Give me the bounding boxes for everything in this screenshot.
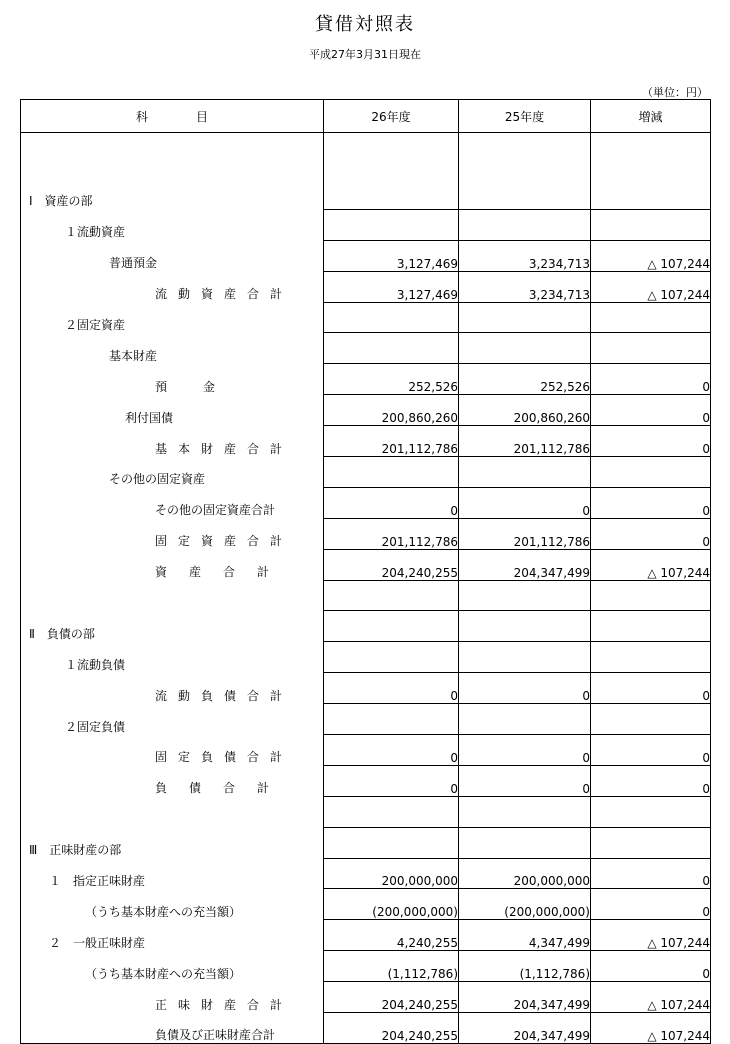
fy25-value: 201,112,786 xyxy=(459,426,591,457)
row-label-text: 固定資産合計 xyxy=(155,534,294,549)
change-value: 0 xyxy=(591,426,711,457)
row-label-text: 基本財産合計 xyxy=(155,441,294,456)
table-row xyxy=(21,765,711,796)
fy26-value: 200,000,000 xyxy=(324,858,459,889)
change-value: 0 xyxy=(591,673,711,704)
fy26-value xyxy=(324,827,459,858)
fy26-value: 204,240,255 xyxy=(324,549,459,580)
change-value xyxy=(591,457,711,488)
row-label-text: （うち基本財産への充当額） xyxy=(85,904,242,919)
fy26-value xyxy=(324,611,459,642)
fy26-value xyxy=(324,133,459,180)
table-row xyxy=(21,209,711,240)
fy26-value: 204,240,255 xyxy=(324,1013,459,1044)
table-row xyxy=(21,796,711,827)
row-label-text: 負債及び正味財産合計 xyxy=(155,1027,276,1042)
fy26-value: (1,112,786) xyxy=(324,951,459,982)
table-row xyxy=(21,133,711,180)
row-label-text: １ 指定正味財産 xyxy=(49,873,146,888)
change-value: 0 xyxy=(591,889,711,920)
change-value: 0 xyxy=(591,395,711,426)
fy26-value xyxy=(324,302,459,333)
fy26-value: 201,112,786 xyxy=(324,518,459,549)
fy26-value: (200,000,000) xyxy=(324,889,459,920)
row-label-text: （うち基本財産への充当額） xyxy=(85,966,242,981)
change-value: 0 xyxy=(591,858,711,889)
fy25-value: 201,112,786 xyxy=(459,518,591,549)
table-row xyxy=(21,889,711,920)
change-value: △ 107,244 xyxy=(591,240,711,271)
row-label-text: 預金 xyxy=(155,379,252,394)
fy26-value xyxy=(324,209,459,240)
row-label xyxy=(21,735,324,766)
fy26-value: 0 xyxy=(324,765,459,796)
fy26-value xyxy=(324,796,459,827)
row-label xyxy=(21,920,324,951)
change-value xyxy=(591,704,711,735)
row-label xyxy=(21,611,324,642)
row-label xyxy=(21,518,324,549)
change-value xyxy=(591,209,711,240)
fy25-value xyxy=(459,333,591,364)
document-title: 貸借対照表 xyxy=(315,14,415,35)
change-value xyxy=(591,302,711,333)
row-label xyxy=(21,982,324,1013)
fy26-value: 0 xyxy=(324,673,459,704)
change-value: △ 107,244 xyxy=(591,1013,711,1044)
header-change: 増減 xyxy=(591,100,711,133)
change-value xyxy=(591,133,711,180)
change-value xyxy=(591,580,711,611)
row-label xyxy=(21,333,324,364)
fy25-value xyxy=(459,642,591,673)
fy26-value: 4,240,255 xyxy=(324,920,459,951)
row-label-text: 負債合計 xyxy=(155,781,292,796)
fy26-value xyxy=(324,642,459,673)
row-label-text: 固定負債合計 xyxy=(155,750,294,765)
row-label xyxy=(21,580,324,611)
fy26-value xyxy=(324,580,459,611)
fy25-value: (200,000,000) xyxy=(459,889,591,920)
row-label-text: 基本財産 xyxy=(109,348,158,363)
table-row xyxy=(21,1013,711,1044)
row-label xyxy=(21,179,324,209)
table-row xyxy=(21,982,711,1013)
table-row xyxy=(21,920,711,951)
change-value: 0 xyxy=(591,487,711,518)
fy26-value: 204,240,255 xyxy=(324,982,459,1013)
fy26-value: 0 xyxy=(324,735,459,766)
fy26-value xyxy=(324,704,459,735)
change-value xyxy=(591,333,711,364)
fy25-value: 0 xyxy=(459,487,591,518)
header-fy25: 25年度 xyxy=(459,100,591,133)
fy25-value: 3,234,713 xyxy=(459,271,591,302)
row-label xyxy=(21,302,324,333)
table-row xyxy=(21,735,711,766)
table-row xyxy=(21,487,711,518)
row-label xyxy=(21,827,324,858)
fy25-value: 204,347,499 xyxy=(459,1013,591,1044)
change-value: 0 xyxy=(591,765,711,796)
header-fy26: 26年度 xyxy=(324,100,459,133)
row-label xyxy=(21,1013,324,1044)
fy26-value: 252,526 xyxy=(324,364,459,395)
row-label-text: Ⅰ 資産の部 xyxy=(29,194,93,209)
row-label-text: ２固定資産 xyxy=(65,317,126,332)
table-row xyxy=(21,302,711,333)
row-label-text: Ⅲ 正味財産の部 xyxy=(29,843,122,858)
change-value: △ 107,244 xyxy=(591,549,711,580)
fy25-value xyxy=(459,179,591,209)
fy25-value xyxy=(459,827,591,858)
fy26-value: 200,860,260 xyxy=(324,395,459,426)
change-value xyxy=(591,179,711,209)
table-row xyxy=(21,457,711,488)
balance-sheet-table xyxy=(20,99,711,1044)
row-label-text: 流動資産合計 xyxy=(155,287,294,302)
row-label-text: 普通預金 xyxy=(109,256,158,271)
table-row xyxy=(21,642,711,673)
change-value xyxy=(591,827,711,858)
change-value xyxy=(591,611,711,642)
as-of-date: 平成27年3月31日現在 xyxy=(309,48,421,61)
fy25-value: 0 xyxy=(459,735,591,766)
row-label xyxy=(21,209,324,240)
fy25-value: 4,347,499 xyxy=(459,920,591,951)
row-label xyxy=(21,673,324,704)
table-row xyxy=(21,580,711,611)
fy25-value: 200,860,260 xyxy=(459,395,591,426)
table-row xyxy=(21,827,711,858)
row-label xyxy=(21,133,324,180)
row-label xyxy=(21,889,324,920)
row-label xyxy=(21,858,324,889)
fy26-value xyxy=(324,457,459,488)
row-label-text: その他の固定資産 xyxy=(109,472,206,487)
table-row xyxy=(21,518,711,549)
row-label-text: 流動負債合計 xyxy=(155,688,294,703)
table-row xyxy=(21,611,711,642)
fy25-value: 200,000,000 xyxy=(459,858,591,889)
row-label xyxy=(21,642,324,673)
table-row xyxy=(21,240,711,271)
fy25-value xyxy=(459,209,591,240)
row-label xyxy=(21,457,324,488)
unit-label: （単位：円） xyxy=(642,86,708,99)
change-value: 0 xyxy=(591,518,711,549)
row-label-text: 資産合計 xyxy=(155,565,292,580)
change-value: △ 107,244 xyxy=(591,920,711,951)
row-label-text: ２ 一般正味財産 xyxy=(49,935,146,950)
table-row xyxy=(21,673,711,704)
fy25-value: 0 xyxy=(459,765,591,796)
table-row xyxy=(21,395,711,426)
row-label-text: Ⅱ 負債の部 xyxy=(29,626,95,641)
row-label-text: ２固定負債 xyxy=(65,719,126,734)
fy25-value xyxy=(459,302,591,333)
fy26-value: 3,127,469 xyxy=(324,271,459,302)
row-label-text: その他の固定資産合計 xyxy=(155,503,276,518)
fy25-value xyxy=(459,796,591,827)
row-label-text: １流動資産 xyxy=(65,225,126,240)
fy26-value: 3,127,469 xyxy=(324,240,459,271)
row-label xyxy=(21,271,324,302)
fy25-value xyxy=(459,133,591,180)
change-value: △ 107,244 xyxy=(591,271,711,302)
change-value: 0 xyxy=(591,364,711,395)
header-item: 科 目 xyxy=(21,100,324,133)
fy25-value xyxy=(459,457,591,488)
table-row xyxy=(21,426,711,457)
row-label xyxy=(21,364,324,395)
header-row xyxy=(21,100,711,133)
table-row xyxy=(21,951,711,982)
fy25-value xyxy=(459,580,591,611)
change-value xyxy=(591,796,711,827)
row-label-text: 利付国債 xyxy=(125,410,174,425)
table-row xyxy=(21,364,711,395)
fy26-value: 201,112,786 xyxy=(324,426,459,457)
row-label xyxy=(21,487,324,518)
change-value: 0 xyxy=(591,735,711,766)
table-row xyxy=(21,704,711,735)
table-row xyxy=(21,858,711,889)
row-label xyxy=(21,796,324,827)
fy25-value: 204,347,499 xyxy=(459,982,591,1013)
fy25-value: 3,234,713 xyxy=(459,240,591,271)
change-value: △ 107,244 xyxy=(591,982,711,1013)
row-label-text: １流動負債 xyxy=(65,657,126,672)
row-label xyxy=(21,951,324,982)
fy25-value: 252,526 xyxy=(459,364,591,395)
row-label xyxy=(21,240,324,271)
fy25-value: (1,112,786) xyxy=(459,951,591,982)
fy26-value: 0 xyxy=(324,487,459,518)
row-label xyxy=(21,765,324,796)
row-label-text: 正味財産合計 xyxy=(155,997,294,1012)
row-label xyxy=(21,549,324,580)
table-row xyxy=(21,271,711,302)
fy25-value xyxy=(459,704,591,735)
table-row xyxy=(21,549,711,580)
table-row xyxy=(21,333,711,364)
fy26-value xyxy=(324,333,459,364)
row-label xyxy=(21,395,324,426)
fy25-value xyxy=(459,611,591,642)
table-row xyxy=(21,179,711,209)
change-value xyxy=(591,642,711,673)
change-value: 0 xyxy=(591,951,711,982)
row-label xyxy=(21,426,324,457)
fy25-value: 0 xyxy=(459,673,591,704)
row-label xyxy=(21,704,324,735)
fy26-value xyxy=(324,179,459,209)
fy25-value: 204,347,499 xyxy=(459,549,591,580)
